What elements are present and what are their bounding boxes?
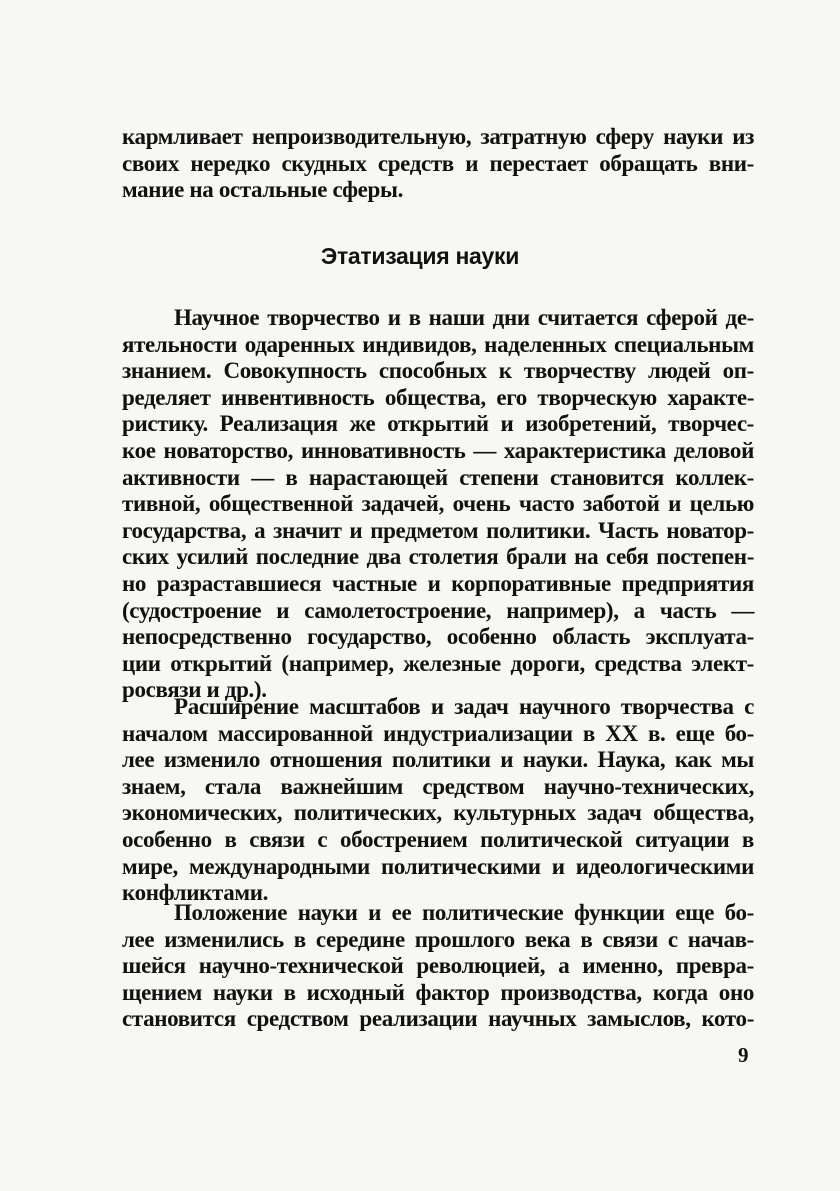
text-line: ских усилий последние два столетия брали на себя постепен- [122,544,754,570]
text-line: шейся научно-технической революцией, а именно, превра- [122,953,754,979]
text-line: особенно в связи с обострением политической ситуации в [122,826,754,852]
text-line: мание на остальные сферы. [122,177,403,203]
section-heading: Этатизация науки [320,243,520,269]
text-line: знаем, стала важнейшим средством научно-технических, [122,773,754,799]
text-line: экономических, политических, культурных задач общества, [122,800,754,826]
text-line: Научное творчество и в наши дни считается сферой де- [174,305,754,330]
text-line: ределяет инвентивность общества, его творческую характе- [122,384,754,410]
text-line: активности — в нарастающей степени становится коллек- [122,464,754,490]
text-line: лее изменило отношения политики и науки. Наука, как мы [122,747,754,773]
text-line: росвязи и др.). [122,677,267,703]
text-line: (судостроение и самолетостроение, например), а часть — [122,597,754,623]
paragraph [122,694,754,907]
text-line: своих нередко скудных средств и перестает обращать вни- [122,150,754,176]
text-line: Положение науки и ее политические функции еще бо- [174,900,754,925]
text-line: становится средством реализации научных замыслов, кото- [122,1006,754,1032]
text-line: конфликтами. [122,880,268,906]
text-line: тивной, общественной задачей, очень часто заботой и целью [122,491,754,517]
text-line: щением науки в исходный фактор производства, когда оно [122,979,754,1005]
text-line: лее изменились в середине прошлого века в связи с начав- [122,926,754,952]
text-line: государства, а значит и предметом политики. Часть новатор- [122,517,754,543]
text-line: знанием. Совокупность способных к творчеству людей оп- [122,358,754,384]
text-line: кое новаторство, инновативность — характеристика деловой [122,437,754,463]
page-number: 9 [738,1043,749,1067]
paragraph [122,900,754,1033]
paragraph [122,305,754,704]
text-line: Расширение масштабов и задач научного творчества с [174,694,754,719]
text-line: кармливает непроизводительную, затратную сферу науки из [122,124,754,149]
text-line: ристику. Реализация же открытий и изобретений, творчес- [122,411,754,437]
text-line: ятельности одаренных индивидов, наделенных специальным [122,331,754,357]
text-line: но разраставшиеся частные и корпоративные предприятия [122,570,754,596]
intro-paragraph [122,124,754,204]
text-line: непосредственно государство, особенно область эксплуата- [122,624,754,650]
text-line: мире, международными политическими и идеологическими [122,853,754,879]
text-line: началом массированной индустриализации в XX в. еще бо- [122,720,754,746]
text-line: ции открытий (например, железные дороги, средства элект- [122,650,754,676]
